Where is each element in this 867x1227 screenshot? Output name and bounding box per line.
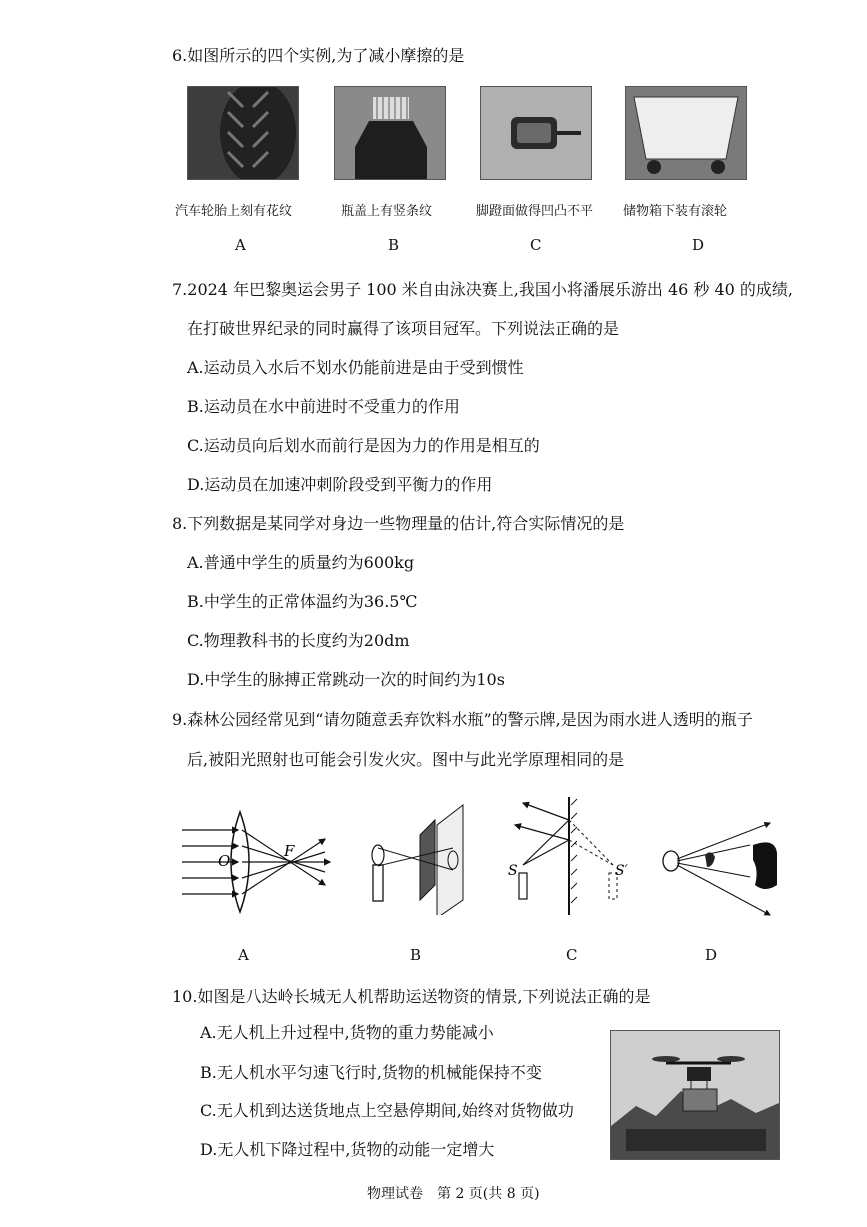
q7-option-d: D.运动员在加速冲刺阶段受到平衡力的作用 <box>187 475 493 494</box>
q9-letter-d: D <box>705 946 718 964</box>
q6-stem: 6.如图所示的四个实例,为了减小摩擦的是 <box>172 46 465 65</box>
q10-option-d: D.无人机下降过程中,货物的动能一定增大 <box>200 1140 495 1159</box>
q9-letter-b: B <box>410 946 422 964</box>
q7-stem-line1: 7.2024 年巴黎奥运会男子 100 米自由泳决赛上,我国小将潘展乐游出 46 秒 40 的成绩, <box>172 280 794 299</box>
bottle-icon <box>335 87 445 179</box>
q9-letter-c: C <box>566 946 578 964</box>
hand-shape <box>705 852 715 867</box>
q8-option-b: B.中学生的正常体温约为36.5℃ <box>187 592 418 611</box>
q6-letter-b: B <box>388 236 400 254</box>
storage-box-photo <box>625 86 747 180</box>
tire-tread-photo <box>187 86 299 180</box>
drone-photo <box>610 1030 780 1160</box>
screen-shape <box>437 805 463 915</box>
candle-shape <box>373 865 383 901</box>
storage-box-icon <box>626 87 746 179</box>
pedal-icon <box>481 87 591 179</box>
pinhole-camera-diagram <box>365 800 475 915</box>
q8-option-d: D.中学生的脉搏正常跳动一次的时间约为10s <box>187 670 505 689</box>
q10-stem: 10.如图是八达岭长城无人机帮助运送物资的情景,下列说法正确的是 <box>172 987 651 1006</box>
light-bulb-shape <box>663 851 679 871</box>
q9-stem-line1: 9.森林公园经常见到“请勿随意丢弃饮料水瓶”的警示牌,是因为雨水进人透明的瓶子 <box>172 710 753 729</box>
q6-letter-d: D <box>692 236 705 254</box>
q9-stem-line2: 后,被阳光照射也可能会引发火灾。图中与此光学原理相同的是 <box>187 750 625 769</box>
board-shape <box>420 820 435 900</box>
q7-option-a: A.运动员入水后不划水仍能前进是由于受到惯性 <box>187 358 524 377</box>
q6-caption-a: 汽车轮胎上刻有花纹 <box>175 204 293 219</box>
q6-caption-b: 瓶盖上有竖条纹 <box>341 204 433 219</box>
q8-option-a: A.普通中学生的质量约为600kg <box>187 553 415 572</box>
bottle-cap-photo <box>334 86 446 180</box>
label-o: O <box>218 852 231 870</box>
q10-option-b: B.无人机水平匀速飞行时,货物的机械能保持不变 <box>200 1063 542 1082</box>
label-f: F <box>284 842 295 860</box>
q6-caption-d: 储物箱下装有滚轮 <box>623 204 728 219</box>
shadow-diagram <box>655 815 780 925</box>
candle-s-shape <box>519 873 527 899</box>
convex-lens-diagram <box>180 810 335 915</box>
drone-icon <box>611 1031 779 1159</box>
q10-option-a: A.无人机上升过程中,货物的重力势能减小 <box>200 1023 494 1042</box>
plane-mirror-diagram <box>505 795 630 920</box>
q8-stem: 8.下列数据是某同学对身边一些物理量的估计,符合实际情况的是 <box>172 514 625 533</box>
page-footer: 物理试卷 第 2 页(共 8 页) <box>367 1186 540 1202</box>
q10-option-c: C.无人机到达送货地点上空悬停期间,始终对货物做功 <box>200 1101 574 1120</box>
q8-option-c: C.物理教科书的长度约为20dm <box>187 631 410 650</box>
q6-letter-a: A <box>235 236 246 254</box>
shadow-shape <box>753 842 777 889</box>
q7-stem-line2: 在打破世界纪录的同时赢得了该项目冠军。下列说法正确的是 <box>187 319 620 338</box>
q6-letter-c: C <box>530 236 542 254</box>
q7-option-c: C.运动员向后划水而前行是因为力的作用是相互的 <box>187 436 540 455</box>
pedal-photo <box>480 86 592 180</box>
tire-icon <box>188 87 298 179</box>
q9-letter-a: A <box>238 946 249 964</box>
q7-option-b: B.运动员在水中前进时不受重力的作用 <box>187 397 460 416</box>
label-s: S <box>508 863 518 879</box>
label-s-prime: S′ <box>615 863 628 879</box>
q6-caption-c: 脚蹬面做得凹凸不平 <box>476 204 594 219</box>
